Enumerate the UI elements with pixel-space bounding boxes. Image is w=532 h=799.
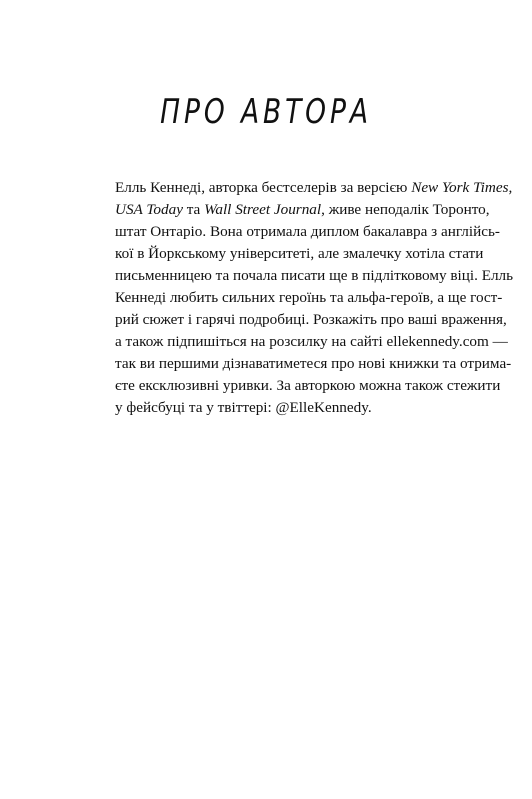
publication-name: USA Today <box>115 201 183 218</box>
page-title: ПРО АВТОРА <box>160 92 372 132</box>
bio-line: рий сюжет і гарячі подробиці. Розкажіть про ваші враження, <box>115 311 507 328</box>
bio-line: письменницею та почала писати ще в підлітковому віці. Елль <box>115 267 514 284</box>
bio-text: Елль Кеннеді, авторка бестселерів за версією <box>115 179 412 196</box>
bio-line: у фейсбуці та у твіттері: @ElleKennedy. <box>115 399 372 416</box>
bio-line: єте ексклюзивні уривки. За авторкою можна також стежити <box>115 377 501 394</box>
bio-line: Кеннеді любить сильних героїнь та альфа-героїв, а ще гост- <box>115 289 503 306</box>
publication-name: New York Times, <box>411 179 513 196</box>
bio-line <box>115 199 490 221</box>
publication-name: Wall Street Journal <box>204 201 322 218</box>
bio-line <box>115 177 513 199</box>
bio-text: , живе неподалік Торонто, <box>321 201 490 218</box>
author-bio <box>115 177 514 419</box>
bio-line: а також підпишіться на розсилку на сайті ellekennedy.com — <box>115 333 508 350</box>
bio-line: кої в Йоркському університеті, але змалечку хотіла стати <box>115 245 484 262</box>
bio-text: та <box>182 201 205 218</box>
bio-line: так ви першими дізнаватиметеся про нові книжки та отрима- <box>115 355 512 372</box>
bio-line: штат Онтаріо. Вона отримала диплом бакалавра з англійсь- <box>115 223 500 240</box>
